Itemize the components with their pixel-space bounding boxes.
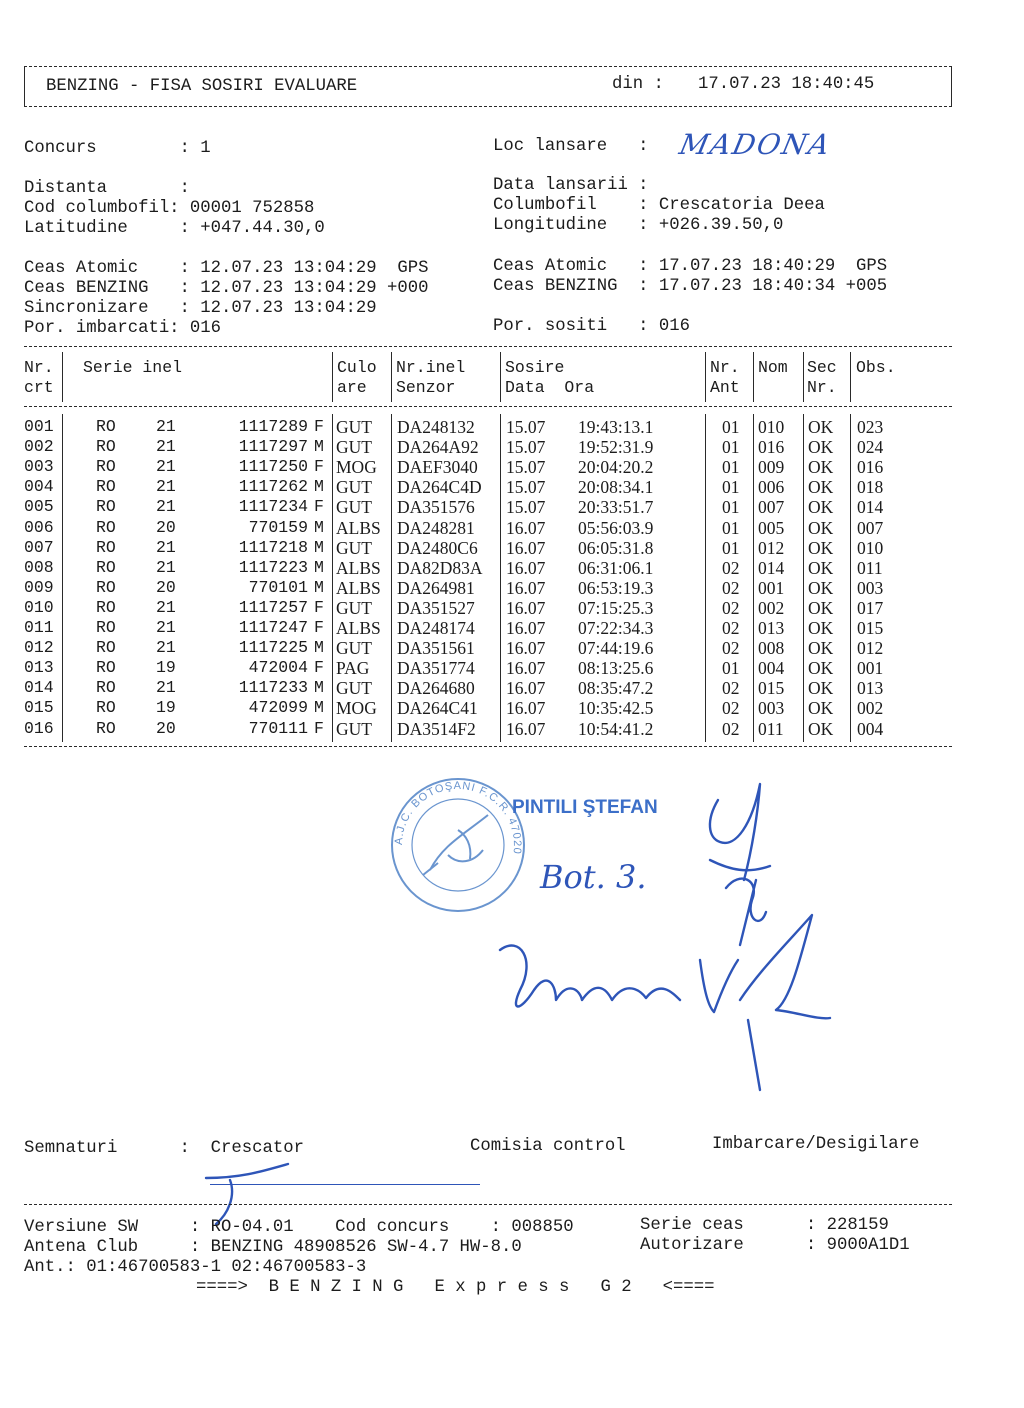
cell-inel: 770111 bbox=[248, 718, 308, 738]
cell-ora: 06:53:19.3 bbox=[578, 577, 654, 598]
handwritten-note-1: Bot. 3. bbox=[540, 858, 647, 896]
cell-culoare: GUT bbox=[336, 477, 372, 498]
cell-inel: 1117257 bbox=[238, 597, 308, 617]
cell-nom: 015 bbox=[758, 678, 785, 699]
cell-sex: M bbox=[314, 557, 324, 577]
serie-ceas: Serie ceas : 228159 bbox=[640, 1216, 889, 1235]
cell-senzor: DA351774 bbox=[397, 658, 475, 679]
cell-ant: 01 bbox=[722, 497, 740, 518]
cell-sex: F bbox=[314, 497, 324, 517]
cell-tara: RO bbox=[96, 597, 116, 617]
cell-ant: 02 bbox=[722, 597, 740, 618]
th-nr-inel: Nr.inel bbox=[396, 358, 466, 377]
cell-sec: OK bbox=[808, 457, 834, 478]
cell-nr: 012 bbox=[24, 638, 54, 658]
cell-nr: 011 bbox=[24, 618, 54, 637]
cell-obs: 015 bbox=[857, 618, 884, 638]
cell-data: 15.07 bbox=[506, 437, 546, 458]
cell-senzor: DA82D83A bbox=[397, 557, 483, 578]
cell-an: 21 bbox=[156, 618, 176, 637]
page-title: BENZING - FISA SOSIRI EVALUARE bbox=[46, 77, 358, 96]
sincronizare: Sincronizare : 12.07.23 13:04:29 bbox=[24, 299, 377, 318]
cell-nr: 003 bbox=[24, 457, 54, 477]
cell-senzor: DA264981 bbox=[397, 577, 475, 598]
cell-nom: 003 bbox=[758, 698, 785, 719]
cell-nr: 016 bbox=[24, 718, 54, 738]
cell-culoare: MOG bbox=[336, 457, 377, 478]
cell-inel: 1117262 bbox=[238, 477, 308, 497]
cell-an: 21 bbox=[156, 638, 176, 658]
cell-sex: F bbox=[314, 658, 324, 678]
cell-culoare: GUT bbox=[336, 497, 372, 518]
th-crt: crt bbox=[24, 378, 54, 397]
cell-nom: 008 bbox=[758, 638, 785, 659]
cell-an: 21 bbox=[156, 417, 176, 436]
cell-an: 21 bbox=[156, 537, 176, 557]
cell-ant: 01 bbox=[722, 437, 740, 458]
cell-sec: OK bbox=[808, 437, 834, 458]
semnaturi: Semnaturi : Crescator bbox=[24, 1139, 305, 1158]
cell-ant: 02 bbox=[722, 557, 740, 578]
cell-tara: RO bbox=[96, 698, 116, 718]
cell-an: 21 bbox=[156, 597, 176, 617]
cell-senzor: DA264680 bbox=[397, 678, 475, 699]
cell-ora: 20:33:51.7 bbox=[578, 497, 654, 518]
cell-obs: 003 bbox=[857, 577, 884, 598]
cell-inel: 472004 bbox=[248, 658, 308, 678]
cell-senzor: DA248132 bbox=[397, 417, 475, 437]
cell-ora: 19:52:31.9 bbox=[578, 437, 654, 458]
cell-ant: 02 bbox=[722, 698, 740, 719]
cell-inel: 472099 bbox=[248, 698, 308, 718]
cell-data: 15.07 bbox=[506, 457, 546, 478]
th-data-ora: Data Ora bbox=[505, 378, 595, 397]
cell-sex: M bbox=[314, 537, 324, 557]
cell-ora: 08:13:25.6 bbox=[578, 658, 654, 679]
cell-data: 16.07 bbox=[506, 718, 546, 739]
cell-an: 21 bbox=[156, 497, 176, 517]
cell-ora: 20:08:34.1 bbox=[578, 477, 654, 498]
cell-senzor: DA351576 bbox=[397, 497, 475, 518]
cell-sec: OK bbox=[808, 537, 834, 558]
latitudine: Latitudine : +047.44.30,0 bbox=[24, 219, 325, 238]
loc-lansare-label: Loc lansare : bbox=[493, 137, 649, 156]
th-sosire: Sosire bbox=[505, 358, 565, 377]
cell-ant: 02 bbox=[722, 618, 740, 638]
cell-tara: RO bbox=[96, 457, 116, 477]
cell-culoare: ALBS bbox=[336, 618, 381, 638]
benzing-brand: ====> B E N Z I N G E x p r e s s G 2 <==== bbox=[196, 1278, 715, 1297]
cell-nr: 004 bbox=[24, 477, 54, 497]
cell-ora: 06:31:06.1 bbox=[578, 557, 654, 578]
stamp-name: PINTILI ŞTEFAN bbox=[512, 797, 658, 818]
ceas-benzing-end: Ceas BENZING : 17.07.23 18:40:34 +005 bbox=[493, 277, 888, 296]
cell-tara: RO bbox=[96, 678, 116, 698]
cell-inel: 1117225 bbox=[238, 638, 308, 658]
th-sec: Sec bbox=[807, 358, 837, 377]
cell-nr: 014 bbox=[24, 678, 54, 698]
cell-tara: RO bbox=[96, 437, 116, 457]
concurs: Concurs : 1 bbox=[24, 139, 211, 158]
th-nr: Nr. bbox=[24, 358, 54, 377]
th-ant: Ant bbox=[710, 378, 740, 397]
cell-sec: OK bbox=[808, 678, 834, 699]
cell-senzor: DA248281 bbox=[397, 517, 475, 538]
cell-tara: RO bbox=[96, 638, 116, 658]
ceas-atomic-start: Ceas Atomic : 12.07.23 13:04:29 GPS bbox=[24, 259, 429, 278]
por-imbarcati: Por. imbarcati: 016 bbox=[24, 319, 222, 338]
cell-sex: M bbox=[314, 437, 324, 457]
cell-ora: 06:05:31.8 bbox=[578, 537, 654, 558]
cell-nr: 002 bbox=[24, 437, 54, 457]
cell-sex: M bbox=[314, 577, 324, 597]
cell-obs: 024 bbox=[857, 437, 884, 458]
cell-ora: 05:56:03.9 bbox=[578, 517, 654, 538]
cell-sex: F bbox=[314, 618, 324, 637]
cell-senzor: DA2480C6 bbox=[397, 537, 478, 558]
th-sec-nr: Nr. bbox=[807, 378, 837, 397]
cell-inel: 1117233 bbox=[238, 678, 308, 698]
cell-sec: OK bbox=[808, 517, 834, 538]
cell-sex: F bbox=[314, 417, 324, 436]
cell-nom: 006 bbox=[758, 477, 785, 498]
cell-tara: RO bbox=[96, 577, 116, 597]
comisia-control: Comisia control bbox=[470, 1137, 626, 1156]
cell-ora: 08:35:47.2 bbox=[578, 678, 654, 699]
cell-inel: 770101 bbox=[248, 577, 308, 597]
cell-nom: 005 bbox=[758, 517, 785, 538]
data-lansarii: Data lansarii : bbox=[493, 176, 649, 195]
cell-culoare: ALBS bbox=[336, 517, 381, 538]
cell-senzor: DA264C4D bbox=[397, 477, 482, 498]
cell-nr: 001 bbox=[24, 417, 54, 436]
cell-sec: OK bbox=[808, 417, 834, 437]
cell-sex: M bbox=[314, 698, 324, 718]
cell-ora: 07:15:25.3 bbox=[578, 597, 654, 618]
cell-data: 16.07 bbox=[506, 698, 546, 719]
cell-nom: 009 bbox=[758, 457, 785, 478]
cell-data: 16.07 bbox=[506, 597, 546, 618]
antena-club: Antena Club : BENZING 48908526 SW-4.7 HW-8.0 bbox=[24, 1238, 522, 1257]
cell-obs: 011 bbox=[857, 557, 883, 578]
th-culo: Culo bbox=[337, 358, 377, 377]
th-nom: Nom bbox=[758, 358, 788, 377]
signature-stroke bbox=[210, 1184, 480, 1185]
cell-nom: 011 bbox=[758, 718, 784, 739]
cell-nom: 013 bbox=[758, 618, 785, 638]
cell-sex: M bbox=[314, 477, 324, 497]
cell-senzor: DA248174 bbox=[397, 618, 475, 638]
th-nr-ant: Nr. bbox=[710, 358, 740, 377]
cell-sex: F bbox=[314, 597, 324, 617]
cell-tara: RO bbox=[96, 517, 116, 537]
cell-nom: 007 bbox=[758, 497, 785, 518]
cell-nom: 014 bbox=[758, 557, 785, 578]
cell-data: 16.07 bbox=[506, 517, 546, 538]
loc-lansare-handwritten: MADONA bbox=[676, 128, 835, 161]
cell-tara: RO bbox=[96, 658, 116, 678]
cell-ant: 02 bbox=[722, 718, 740, 739]
cell-sec: OK bbox=[808, 597, 834, 618]
cell-obs: 001 bbox=[857, 658, 884, 679]
th-serie-inel: Serie inel bbox=[83, 358, 183, 377]
cell-sec: OK bbox=[808, 477, 834, 498]
antennas: Ant.: 01:46700583-1 02:46700583-3 bbox=[24, 1258, 367, 1277]
cell-ant: 02 bbox=[722, 638, 740, 659]
th-are: are bbox=[337, 378, 367, 397]
cell-culoare: PAG bbox=[336, 658, 370, 679]
versiune-sw: Versiune SW : RO-04.01 Cod concurs : 008850 bbox=[24, 1218, 574, 1237]
cell-tara: RO bbox=[96, 417, 116, 436]
cell-sec: OK bbox=[808, 497, 834, 518]
cell-senzor: DA264A92 bbox=[397, 437, 479, 458]
cell-obs: 023 bbox=[857, 417, 884, 437]
cell-senzor: DA351561 bbox=[397, 638, 475, 659]
distanta: Distanta : bbox=[24, 179, 190, 198]
cell-ora: 10:54:41.2 bbox=[578, 718, 654, 739]
cell-ant: 01 bbox=[722, 517, 740, 538]
cell-data: 16.07 bbox=[506, 678, 546, 699]
cell-sec: OK bbox=[808, 618, 834, 638]
cell-obs: 017 bbox=[857, 597, 884, 618]
cell-nom: 012 bbox=[758, 537, 785, 558]
din-value: 17.07.23 18:40:45 bbox=[698, 75, 875, 94]
stamp-text: A.J.C. BOTOŞANI F.C.R. 47020 bbox=[392, 779, 524, 856]
cell-culoare: GUT bbox=[336, 417, 372, 437]
cell-sex: M bbox=[314, 678, 324, 698]
cell-obs: 013 bbox=[857, 678, 884, 699]
cell-nr: 009 bbox=[24, 577, 54, 597]
cell-culoare: GUT bbox=[336, 718, 372, 739]
cell-culoare: GUT bbox=[336, 597, 372, 618]
cell-inel: 1117234 bbox=[238, 497, 308, 517]
cell-obs: 016 bbox=[857, 457, 884, 478]
cell-obs: 018 bbox=[857, 477, 884, 498]
cell-sec: OK bbox=[808, 658, 834, 679]
footer-rule bbox=[24, 1204, 952, 1205]
cell-ora: 10:35:42.5 bbox=[578, 698, 654, 719]
cell-sec: OK bbox=[808, 557, 834, 578]
cell-culoare: GUT bbox=[336, 437, 372, 458]
cell-nr: 015 bbox=[24, 698, 54, 718]
cell-data: 15.07 bbox=[506, 417, 546, 437]
cell-an: 20 bbox=[156, 577, 176, 597]
th-obs: Obs. bbox=[856, 358, 896, 377]
cell-an: 21 bbox=[156, 457, 176, 477]
cell-sec: OK bbox=[808, 718, 834, 739]
cell-inel: 1117218 bbox=[238, 537, 308, 557]
cell-sex: M bbox=[314, 517, 324, 537]
cell-ant: 01 bbox=[722, 417, 740, 437]
cell-obs: 010 bbox=[857, 537, 884, 558]
cell-ant: 02 bbox=[722, 577, 740, 598]
cell-nom: 010 bbox=[758, 417, 785, 437]
cell-nr: 007 bbox=[24, 537, 54, 557]
cell-tara: RO bbox=[96, 718, 116, 738]
cell-an: 20 bbox=[156, 517, 176, 537]
cell-nr: 006 bbox=[24, 517, 54, 537]
cell-data: 16.07 bbox=[506, 658, 546, 679]
cell-an: 20 bbox=[156, 718, 176, 738]
cell-senzor: DAEF3040 bbox=[397, 457, 478, 478]
cod-columbofil: Cod columbofil: 00001 752858 bbox=[24, 199, 315, 218]
cell-inel: 770159 bbox=[248, 517, 308, 537]
cell-an: 19 bbox=[156, 658, 176, 678]
cell-nr: 008 bbox=[24, 557, 54, 577]
cell-nom: 016 bbox=[758, 437, 785, 458]
cell-senzor: DA264C41 bbox=[397, 698, 478, 719]
imbarcare-desigilare: Imbarcare/Desigilare bbox=[712, 1135, 920, 1154]
cell-culoare: ALBS bbox=[336, 557, 381, 578]
cell-nom: 001 bbox=[758, 577, 785, 598]
cell-obs: 014 bbox=[857, 497, 884, 518]
cell-inel: 1117250 bbox=[238, 457, 308, 477]
cell-obs: 002 bbox=[857, 698, 884, 719]
cell-ora: 20:04:20.2 bbox=[578, 457, 654, 478]
cell-data: 16.07 bbox=[506, 557, 546, 578]
cell-tara: RO bbox=[96, 537, 116, 557]
cell-culoare: MOG bbox=[336, 698, 377, 719]
cell-culoare: ALBS bbox=[336, 577, 381, 598]
cell-tara: RO bbox=[96, 557, 116, 577]
cell-ant: 01 bbox=[722, 457, 740, 478]
cell-sec: OK bbox=[808, 638, 834, 659]
cell-tara: RO bbox=[96, 477, 116, 497]
cell-inel: 1117297 bbox=[238, 437, 308, 457]
cell-nr: 010 bbox=[24, 597, 54, 617]
cell-obs: 007 bbox=[857, 517, 884, 538]
cell-sex: F bbox=[314, 457, 324, 477]
cell-tara: RO bbox=[96, 497, 116, 517]
ceas-atomic-end: Ceas Atomic : 17.07.23 18:40:29 GPS bbox=[493, 257, 888, 276]
cell-nr: 013 bbox=[24, 658, 54, 678]
cell-ora: 19:43:13.1 bbox=[578, 417, 654, 437]
cell-senzor: DA351527 bbox=[397, 597, 475, 618]
columbofil: Columbofil : Crescatoria Deea bbox=[493, 196, 825, 215]
din-label: din : bbox=[612, 75, 664, 94]
cell-ora: 07:22:34.3 bbox=[578, 618, 654, 638]
cell-obs: 012 bbox=[857, 638, 884, 659]
cell-inel: 1117289 bbox=[238, 417, 308, 436]
cell-senzor: DA3514F2 bbox=[397, 718, 476, 739]
cell-sec: OK bbox=[808, 577, 834, 598]
cell-an: 21 bbox=[156, 477, 176, 497]
cell-ant: 01 bbox=[722, 537, 740, 558]
cell-an: 19 bbox=[156, 698, 176, 718]
cell-data: 15.07 bbox=[506, 477, 546, 498]
cell-culoare: GUT bbox=[336, 537, 372, 558]
cell-data: 16.07 bbox=[506, 638, 546, 659]
cell-data: 16.07 bbox=[506, 618, 546, 638]
cell-sex: F bbox=[314, 718, 324, 738]
cell-data: 16.07 bbox=[506, 537, 546, 558]
cell-nr: 005 bbox=[24, 497, 54, 517]
cell-culoare: GUT bbox=[336, 678, 372, 699]
ceas-benzing-start: Ceas BENZING : 12.07.23 13:04:29 +000 bbox=[24, 279, 429, 298]
autorizare: Autorizare : 9000A1D1 bbox=[640, 1236, 910, 1255]
cell-sex: M bbox=[314, 638, 324, 658]
cell-data: 15.07 bbox=[506, 497, 546, 518]
cell-sec: OK bbox=[808, 698, 834, 719]
cell-nom: 002 bbox=[758, 597, 785, 618]
cell-tara: RO bbox=[96, 618, 116, 637]
cell-inel: 1117223 bbox=[238, 557, 308, 577]
cell-an: 21 bbox=[156, 678, 176, 698]
th-senzor: Senzor bbox=[396, 378, 456, 397]
cell-nom: 004 bbox=[758, 658, 785, 679]
por-sositi: Por. sositi : 016 bbox=[493, 317, 691, 336]
longitudine: Longitudine : +026.39.50,0 bbox=[493, 216, 784, 235]
cell-culoare: GUT bbox=[336, 638, 372, 659]
cell-ant: 01 bbox=[722, 658, 740, 679]
cell-ora: 07:44:19.6 bbox=[578, 638, 654, 659]
cell-ant: 02 bbox=[722, 678, 740, 699]
cell-data: 16.07 bbox=[506, 577, 546, 598]
cell-inel: 1117247 bbox=[238, 618, 308, 637]
cell-ant: 01 bbox=[722, 477, 740, 498]
cell-obs: 004 bbox=[857, 718, 884, 739]
cell-an: 21 bbox=[156, 557, 176, 577]
cell-an: 21 bbox=[156, 437, 176, 457]
